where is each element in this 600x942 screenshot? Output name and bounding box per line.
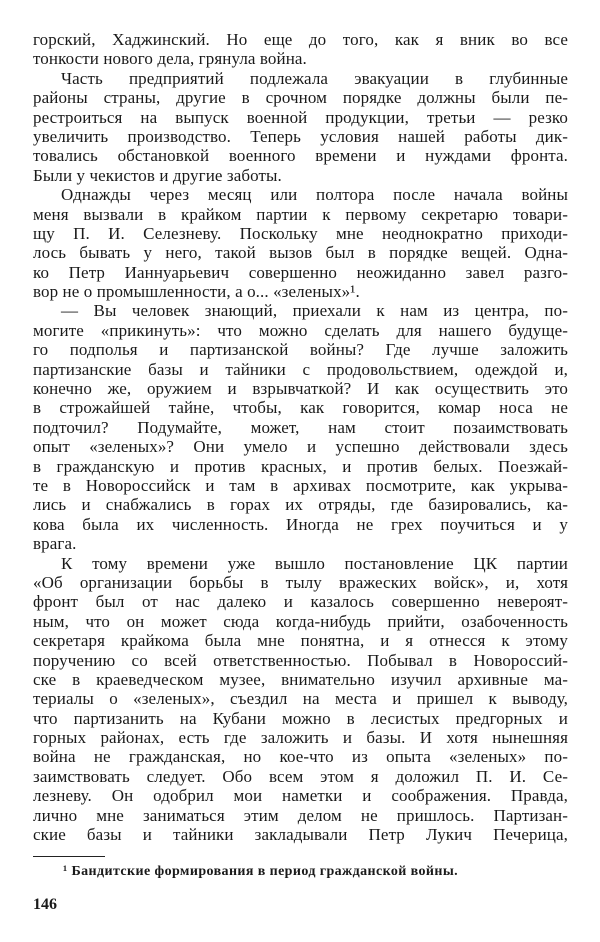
text-line: что партизанить на Кубани можно в лесистых предгорных и [33, 708, 568, 728]
page-number: 146 [33, 896, 57, 913]
text-line: Часть предприятий подлежала эвакуации в глубинные [61, 68, 568, 88]
text-line: горных районах, есть где заложить и базы. И хотя нынешняя [33, 728, 568, 748]
text-line: в гражданскую и против красных, и против белых. Поезжай- [33, 456, 568, 476]
text-line: партизанские базы и тайники с продовольствием, одеждой и, [33, 359, 568, 379]
text-line: война не гражданская, но кое-что из опыта «зеленых» по- [33, 747, 568, 767]
text-line: «Об организации борьбы в тылу вражеских войск», и, хотя [33, 572, 568, 592]
text-line: Были у чекистов и другие заботы. [33, 165, 282, 185]
text-line: заимствовать следует. Обо всем этом я доложил П. И. Се- [33, 766, 568, 786]
text-line: вор не о промышленности, а о... «зеленых»¹. [33, 282, 360, 302]
text-line: ко Петр Ианнуарьевич совершенно неожиданно завел разго- [33, 262, 568, 282]
footnote-divider [33, 856, 105, 857]
text-line: К тому времени уже вышло постановление ЦК партии [61, 553, 568, 573]
text-line: териалы о «зеленых», съездил на места и пришел к выводу, [33, 689, 568, 709]
text-line: фронт был от нас далеко и казалось совершенно невероят- [33, 592, 568, 612]
text-line: конечно же, оружием и взрывчаткой? И как осуществить это [33, 379, 568, 399]
text-line: — Вы человек знающий, приехали к нам из центра, по- [61, 301, 568, 321]
text-line: ным, что он может сюда когда-нибудь прийти, озабоченность [33, 611, 568, 631]
text-line: врага. [33, 534, 77, 554]
footnote: ¹ Бандитские формирования в период гражданской войны. [63, 864, 459, 879]
text-line: опыт «зеленых»? Они умело и успешно действовали здесь [33, 437, 568, 457]
text-line: в строжайшей тайне, чтобы, как говорится, комар носа не [33, 398, 568, 418]
text-line: лось бывать у него, такой вызов был в порядке вещей. Одна- [33, 243, 568, 263]
text-line: поручению со всей ответственностью. Побывал в Новороссий- [33, 650, 568, 670]
text-line: меня вызвали в крайком партии к первому секретарю товари- [33, 204, 568, 224]
text-line: ские базы и тайники закладывали Петр Лукич Печерица, [33, 825, 568, 845]
text-line: товались обстановкой военного времени и нуждами фронта. [33, 146, 568, 166]
text-line: могите «прикинуть»: что можно сделать для нашего будуще- [33, 320, 568, 340]
text-line: лезневу. Он одобрил мои наметки и соображения. Правда, [33, 786, 568, 806]
text-line: Однажды через месяц или полтора после начала войны [61, 185, 568, 205]
text-line: горский, Хаджинский. Но еще до того, как я вник во все [33, 30, 568, 49]
text-line: те в Новороссийск и там в архивах посмотрите, как укрыва- [33, 475, 568, 495]
text-line: лично мне заниматься этим делом не пришлось. Партизан- [33, 805, 568, 825]
text-line: лись и снабжались в горах их отряды, где базировались, ка- [33, 495, 568, 515]
text-line: тонкости нового дела, грянула война. [33, 49, 307, 69]
text-line: щу П. И. Селезневу. Поскольку мне неоднократно приходи- [33, 223, 568, 243]
text-line: увеличить производство. Теперь условия нашей работы дик- [33, 126, 568, 146]
text-line: го подполья и партизанской войны? Где лучше заложить [33, 340, 568, 360]
text-line: секретаря крайкома была мне понятна, и я отнесся к этому [33, 631, 568, 651]
text-line: районы страны, другие в срочном порядке должны были пе- [33, 88, 568, 108]
text-line: рестроиться на выпуск военной продукции, третьи — резко [33, 107, 568, 127]
text-line: ске в краеведческом музее, внимательно изучил архивные ма- [33, 669, 568, 689]
text-line: кова была их численность. Иногда не грех поучиться и у [33, 514, 568, 534]
body-text [33, 30, 568, 844]
text-line: подточил? Подумайте, может, нам стоит позаимствовать [33, 417, 568, 437]
